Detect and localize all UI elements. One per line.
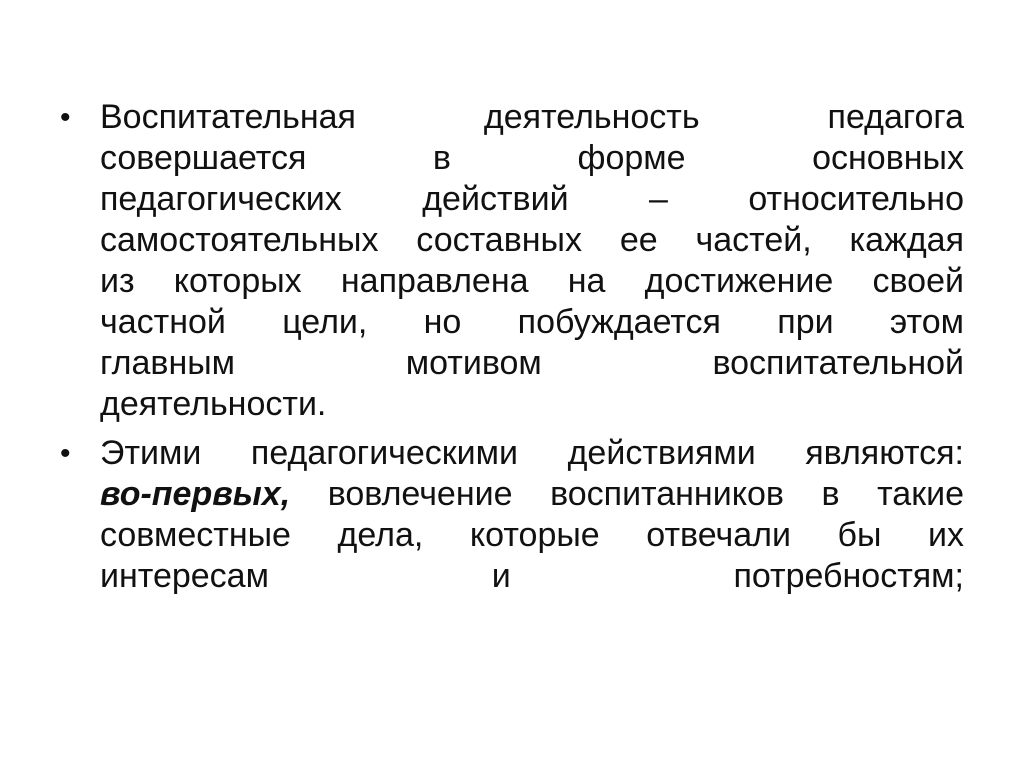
bullet-1-line-6: частной цели, но побуждается при этом — [100, 303, 964, 341]
bullet-1-line-1: Воспитательная деятельность педагога — [100, 98, 964, 136]
bullet-1-line-2: совершается в форме основных — [100, 139, 964, 177]
bullet-1-line-5: из которых направлена на достижение своей — [100, 262, 964, 300]
bullet-2-line-4: интересам и потребностям; — [100, 557, 964, 595]
bullet-dot-icon: • — [60, 437, 71, 470]
bullet-2-line-2-text: вовлечение воспитанников в такие — [290, 475, 964, 513]
bullet-1-line-4: самостоятельных составных ее частей, каждая — [100, 221, 964, 259]
bullet-1-line-7: главным мотивом воспитательной — [100, 344, 964, 382]
bullet-2-line-2 — [100, 474, 964, 515]
bullet-item-1 — [58, 97, 964, 425]
bullet-2-line-3: совместные дела, которые отвечали бы их — [100, 516, 964, 554]
bullet-2-line-1: Этими педагогическими действиями являются: — [100, 434, 964, 472]
bullet-dot-icon: • — [60, 101, 71, 134]
bullet-1-line-8: деятельности. — [100, 385, 327, 423]
emphasis-first-point: во-первых, — [100, 475, 291, 513]
bullet-1-line-3: педагогических действий – относительно — [100, 180, 964, 218]
bullet-item-2 — [58, 433, 964, 597]
bullet-list — [58, 97, 964, 597]
